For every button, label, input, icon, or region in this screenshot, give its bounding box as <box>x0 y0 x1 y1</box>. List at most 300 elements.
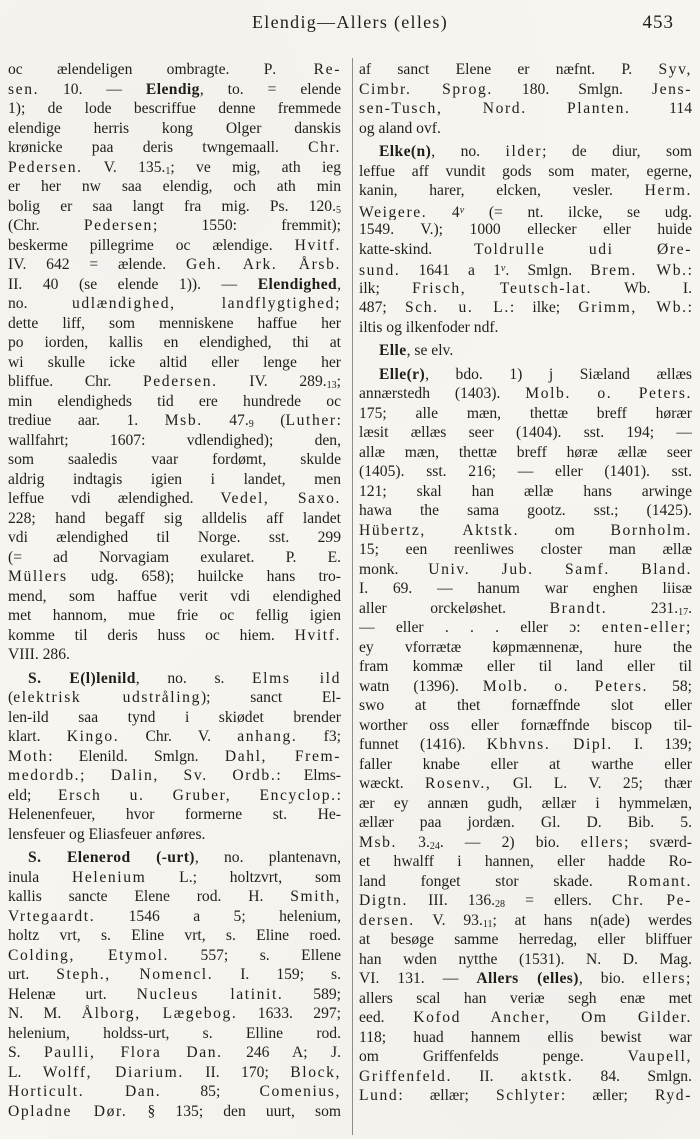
text-line <box>359 1047 692 1067</box>
text-segment: Ersch u. Gruber, Encyclop. <box>57 786 337 804</box>
text-segment: 557; s. Ellene <box>169 946 341 964</box>
text-line <box>359 162 692 182</box>
text-line <box>359 240 692 260</box>
text-segment: (= ad Norvagiam exularet. P. E. <box>8 548 341 566</box>
text-line <box>8 868 341 888</box>
text-line <box>359 989 692 1009</box>
text-segment: Colding, Etymol. <box>8 946 170 964</box>
text-segment: , bdo. 1) j Siæland ællæs <box>425 365 692 383</box>
text-segment: Griffenfeld. <box>359 1067 452 1085</box>
text-segment: 180. Smlgn. <box>492 80 652 98</box>
text-segment: v <box>459 204 465 216</box>
text-segment: kallis sancte Elene rod. H. <box>8 888 291 905</box>
text-segment: Romant. <box>627 872 692 890</box>
text-segment: v <box>500 263 506 274</box>
text-segment: beskerme pillegrime oc ælendige. <box>8 236 295 254</box>
text-segment: Moth <box>8 747 49 765</box>
text-segment: swo at thet fornæffnde slot eller <box>359 697 692 714</box>
text-line <box>8 669 341 689</box>
text-segment: II. 40 (se elende 1)). — <box>8 275 258 293</box>
text-line <box>8 60 341 80</box>
text-segment: 231. <box>607 599 679 617</box>
text-segment: , bio. <box>578 970 643 987</box>
text-segment: bolig er saa langt fra mig. Ps. 120. <box>8 197 336 215</box>
text-line <box>8 411 341 431</box>
text-segment: S. <box>8 1044 44 1061</box>
text-line <box>359 599 692 619</box>
text-segment: Gl. L. V. 25; thær <box>491 775 692 792</box>
text-line <box>359 794 692 814</box>
text-line <box>8 1102 341 1122</box>
text-segment: 47. <box>202 412 249 429</box>
text-segment: 1); de lode bescriffue denne fremmede <box>8 100 341 117</box>
text-line <box>8 255 341 275</box>
text-segment: 118; huad hannem ellis bewist war <box>359 1028 692 1046</box>
text-segment: watn (1396). <box>359 677 483 695</box>
text-line <box>359 318 692 338</box>
text-segment: L.; holtzvrt, som <box>146 868 341 886</box>
text-segment: : Elms- <box>276 767 341 784</box>
text-line <box>8 747 341 767</box>
text-segment: 4 <box>427 203 460 220</box>
text-segment: udg. 658); huilcke hans tro- <box>67 568 341 585</box>
text-line <box>359 423 692 443</box>
text-segment: sen-Tusch, Nord. Planten. <box>359 100 631 117</box>
text-segment: aldrig indtagis igien i landet, men <box>8 470 341 488</box>
text-line <box>8 708 341 728</box>
text-line <box>359 618 692 638</box>
text-line <box>359 852 692 872</box>
text-segment: III. 136. <box>408 892 496 909</box>
text-segment: Sch. u. L. <box>404 299 510 316</box>
text-segment: Molb. o. Peters. <box>525 385 692 402</box>
text-line <box>8 470 341 490</box>
text-segment: som saaledis vaar fordømt, skulde <box>8 451 341 468</box>
text-segment: sen. <box>8 80 40 98</box>
text-line <box>8 727 341 747</box>
text-line <box>359 1067 692 1087</box>
text-segment: inula <box>8 868 73 886</box>
text-line <box>359 404 692 424</box>
text-line <box>359 657 692 677</box>
text-segment: dersen. <box>359 911 415 929</box>
text-segment: : ilke; <box>509 299 579 316</box>
text-segment: — eller . . . eller ɔ: <box>359 619 602 636</box>
text-segment: Schlyter <box>496 1087 561 1104</box>
text-line <box>8 275 341 295</box>
text-segment: Elms ild <box>252 669 341 687</box>
text-segment: : <box>687 262 692 279</box>
text-line <box>8 548 341 568</box>
text-line <box>8 965 341 985</box>
text-segment: Pedersen. <box>8 158 83 176</box>
text-segment: ; 1550: fremmit); <box>152 217 341 234</box>
text-segment: Opladne Dør. <box>8 1102 128 1120</box>
text-segment: I. 69. — hanum war enghen liisæ <box>359 580 692 597</box>
text-segment: 246 A; J. <box>222 1044 341 1061</box>
text-line <box>8 567 341 587</box>
text-segment: Chr. V. <box>119 728 238 745</box>
text-line <box>8 158 341 178</box>
text-segment: ( <box>253 412 286 429</box>
text-segment: faller knabe eller at warthe eller <box>359 755 692 773</box>
text-segment: 121; skal han ællæ hans arwinge <box>359 482 692 500</box>
text-line <box>8 80 341 100</box>
text-segment: fram kommæ eller til land eller til <box>359 658 692 675</box>
text-segment: Pedersen <box>83 217 153 234</box>
text-segment: 24 <box>429 840 440 852</box>
text-segment: Toldrulle udi Øre- <box>474 240 692 258</box>
text-line <box>8 1004 341 1024</box>
text-segment: Syv, <box>658 61 692 78</box>
text-segment: Cimbr. Sprog. <box>359 80 493 98</box>
text-line <box>8 177 341 197</box>
text-segment: , se elv. <box>406 342 454 359</box>
text-segment: Chr. Pe- <box>611 892 692 909</box>
text-segment: Ryd- <box>655 1087 692 1104</box>
text-segment: katte-skind. <box>359 240 475 258</box>
text-segment: sund. <box>359 262 401 279</box>
text-segment: Herm. <box>644 182 692 199</box>
text-segment: . <box>688 599 692 617</box>
text-segment: anhang. <box>237 728 298 745</box>
text-segment: dette liff, som menniskene haffue her <box>8 314 341 332</box>
text-segment: Vedel, Saxo. <box>220 490 341 507</box>
text-line <box>8 926 341 946</box>
text-segment: Digtn. <box>359 892 409 909</box>
text-line <box>359 501 692 521</box>
text-segment: Kbhvns. Dipl. <box>486 736 613 753</box>
text-line <box>8 314 341 334</box>
text-line <box>8 138 341 158</box>
text-line <box>359 677 692 697</box>
text-segment: og aland ovf. <box>359 119 441 137</box>
text-segment: land fonget stor skade. <box>359 872 628 890</box>
text-segment: f3; <box>297 728 341 745</box>
text-segment: Chr. <box>308 139 341 156</box>
text-segment: Weigere. <box>359 203 428 220</box>
text-segment: L. <box>8 1063 43 1081</box>
text-segment: Elendig <box>145 80 200 98</box>
text-segment: : Elenild. Smlgn. <box>48 747 225 765</box>
text-segment: lensfeuer og Eliasfeuer anføres. <box>8 825 206 843</box>
text-segment: eld; <box>8 786 58 804</box>
text-segment: Kingo. <box>66 728 120 745</box>
text-line <box>8 887 341 907</box>
text-segment: Kofod Ancher, Om Gilder. <box>413 1009 692 1026</box>
text-line <box>359 579 692 599</box>
text-line <box>359 521 692 541</box>
text-line <box>359 1028 692 1048</box>
text-line <box>359 813 692 833</box>
text-segment: om <box>519 521 611 539</box>
text-segment: læsit ællæs seer (1404). sst. 194; — <box>359 424 692 441</box>
text-line <box>359 755 692 775</box>
text-segment: VIII. 286. <box>8 646 70 663</box>
text-segment: , no. plantenavn, <box>194 849 341 866</box>
text-segment: 487; <box>359 299 405 316</box>
text-segment: ey vforrætæ køpmænnenæ, hure the <box>359 638 692 656</box>
text-segment: met hannom, mue frie oc fellig igien <box>8 607 341 624</box>
text-segment: po iorden, kallis en elendighed, thi at <box>8 334 341 351</box>
text-segment: er her nw saa elendig, och ath min <box>8 178 341 195</box>
text-segment: wallfahrt; 1607: vdlendighed); den, <box>8 431 341 449</box>
text-segment: Paulli, Flora Dan. <box>43 1044 223 1061</box>
text-segment: Elle(r) <box>379 365 426 383</box>
text-segment: ær ey annæn gudh, ællær i hymmelæn, <box>359 794 692 812</box>
text-segment: 1549. V.); 1000 ellecker eller huide <box>359 221 692 238</box>
text-segment: Wolff, Diarium. <box>42 1063 184 1081</box>
text-segment: leffue vdi ælendighed. <box>8 490 221 507</box>
text-segment: Müllers <box>8 568 68 585</box>
text-segment: Comenius, <box>259 1083 341 1100</box>
text-line <box>8 216 341 236</box>
text-segment: 175; alle mæn, thettæ breff hørær <box>359 404 692 422</box>
text-segment: aller orckeløshet. <box>359 599 550 617</box>
text-line <box>8 99 341 119</box>
text-segment: Grimm, Wb. <box>578 299 688 316</box>
text-segment: . Smlgn. <box>505 262 591 279</box>
text-segment: elendige herris kong Olger danskis <box>8 119 341 137</box>
text-line <box>359 735 692 755</box>
text-line <box>8 946 341 966</box>
text-segment: Allers (elles) <box>476 970 579 987</box>
text-segment: (Chr. <box>8 217 84 234</box>
text-segment: 3. <box>397 833 430 851</box>
running-title: Elendig—Allers (elles) <box>251 12 449 32</box>
text-segment: len-ild saa tynd i skiødet brender <box>8 708 341 726</box>
text-segment: Vrtegaardt. <box>8 907 96 925</box>
text-segment: 28 <box>495 899 506 910</box>
text-line <box>359 181 692 201</box>
text-segment: ellers <box>580 833 625 851</box>
text-segment: monk. <box>359 560 429 578</box>
text-line <box>8 606 341 626</box>
text-line <box>8 786 341 806</box>
text-line <box>8 825 341 845</box>
text-line <box>8 907 341 927</box>
text-line <box>359 560 692 580</box>
text-segment: wi skulle icke altid eller lenge her <box>8 353 341 371</box>
text-line <box>359 365 692 385</box>
text-segment: Brem. Wb. <box>590 262 688 279</box>
text-line <box>8 236 341 256</box>
text-segment: ; at hans n(ade) werdes <box>492 911 692 929</box>
left-column <box>8 60 341 1121</box>
text-segment: leffue aff vundit gods som mater, egerne, <box>359 162 692 180</box>
text-segment: 11 <box>482 918 493 930</box>
text-line <box>359 119 692 139</box>
text-segment: 5 <box>336 204 341 216</box>
text-line <box>359 341 692 361</box>
text-segment: Helenenfeuer, hvor formerne st. He- <box>8 806 341 823</box>
text-segment: V. 135. <box>82 158 166 176</box>
text-segment: ; ve mig, ath ieg <box>170 158 341 176</box>
text-columns <box>8 60 692 1121</box>
text-segment: allers scal han veriæ segh enæ met <box>359 989 692 1007</box>
text-segment: : ællær; <box>398 1087 497 1104</box>
text-segment: eed. <box>359 1009 414 1026</box>
text-line <box>8 489 341 509</box>
text-segment: Pedersen. <box>143 373 218 390</box>
text-segment: Bornholm. <box>610 521 692 539</box>
text-segment: hawa the sama gootz. sst.; (1425). <box>359 502 692 519</box>
text-segment: iltis og ilkenfoder ndf. <box>359 318 499 336</box>
text-segment: 84. Smlgn. <box>573 1067 692 1085</box>
text-line <box>359 384 692 404</box>
text-segment: helenium, holdss-urt, s. Elline rod. <box>8 1024 341 1042</box>
text-segment: , no. s. <box>135 669 253 687</box>
text-line <box>8 626 341 646</box>
text-segment: Frisch, Teutsch-lat. <box>412 279 593 297</box>
text-segment: Horticult. Dan. <box>8 1083 162 1100</box>
text-line <box>359 911 692 931</box>
text-segment: Elke(n) <box>379 143 432 160</box>
text-segment: 85; <box>161 1083 260 1100</box>
text-line <box>8 587 341 607</box>
text-segment: no. <box>8 295 72 312</box>
text-segment: annærstedh (1403). <box>359 385 526 402</box>
text-line <box>359 80 692 100</box>
text-segment: ( <box>8 689 14 706</box>
text-segment: § 135; den uurt, som <box>127 1102 341 1120</box>
text-line <box>359 930 692 950</box>
text-line <box>8 1063 341 1083</box>
right-column <box>359 60 692 1121</box>
text-line <box>8 197 341 217</box>
page-header <box>0 12 700 38</box>
text-line <box>8 645 341 665</box>
text-segment: Jens- <box>651 80 692 98</box>
text-segment: , no. <box>431 143 506 160</box>
text-segment: I. 139; <box>612 736 692 753</box>
text-segment: 9 <box>248 419 254 430</box>
text-segment: allæ mæn, thettæ breff høræ ællæ seer <box>359 443 692 461</box>
text-line <box>8 450 341 470</box>
text-line <box>8 119 341 139</box>
text-segment: at besøge samme herredag, eller bliffuer <box>359 931 692 948</box>
text-segment: klart. <box>8 728 67 745</box>
text-segment: 15; een reenliwes closter man ællæ <box>359 541 692 558</box>
text-segment: Luther <box>285 412 337 429</box>
text-segment: ællær paa jordæn. Gl. D. Bib. 5. <box>359 814 692 831</box>
text-segment: 1641 a 1 <box>400 262 501 279</box>
text-segment: II. 170; <box>183 1063 291 1081</box>
text-segment: Elle <box>379 342 407 359</box>
text-line <box>8 688 341 708</box>
text-segment: elektrisk udstråling <box>13 689 201 706</box>
text-segment: IV. 289. <box>217 373 327 390</box>
text-segment: Ålborg, Lægebog. <box>81 1005 238 1022</box>
text-line <box>8 848 341 868</box>
text-segment: worther oss eller fornæffnde biscop til- <box>359 716 692 734</box>
text-segment: 114 <box>630 100 692 117</box>
text-segment: S. E(l)lenild <box>28 669 136 687</box>
text-line <box>359 1008 692 1028</box>
text-segment: = ellers. <box>505 892 612 909</box>
text-segment: Block, <box>290 1063 341 1081</box>
page-number: 453 <box>642 12 674 33</box>
text-segment: Lund <box>359 1087 399 1104</box>
text-segment: 228; hand begaff sig alldelis aff landet <box>8 509 341 527</box>
text-segment: 1546 a 5; helenium, <box>95 907 341 925</box>
text-segment: (= nt. ilcke, se udg. <box>464 203 692 220</box>
text-segment: et hwalff i hannen, eller hadde Ro- <box>359 853 692 870</box>
text-segment: kanin, harer, elcken, vesler. <box>359 182 645 199</box>
text-line <box>8 1043 341 1063</box>
text-segment: : æller; <box>560 1087 656 1104</box>
text-segment: , <box>337 275 341 293</box>
text-line <box>359 774 692 794</box>
text-segment: 13 <box>326 380 337 391</box>
text-line <box>8 766 341 786</box>
text-segment: krønicke paa deris twngemaall. <box>8 139 309 156</box>
text-line <box>359 60 692 80</box>
text-line <box>8 353 341 373</box>
text-line <box>359 201 692 221</box>
text-segment: P. Re- <box>263 61 341 78</box>
text-segment: om Griffenfelds penge. <box>359 1048 628 1065</box>
text-line <box>8 333 341 353</box>
text-segment: Steph., Nomencl. <box>56 966 214 983</box>
text-line <box>359 891 692 911</box>
text-line <box>359 482 692 502</box>
text-segment: : <box>687 299 692 316</box>
text-line <box>359 443 692 463</box>
text-line <box>359 696 692 716</box>
text-segment: udlændighed, landflygtighed; <box>71 295 341 312</box>
text-line <box>359 99 692 119</box>
text-segment: wæckt. <box>359 775 426 792</box>
text-segment: komme til deris huss oc hiem. <box>8 626 295 644</box>
text-segment: ellers; <box>642 970 692 987</box>
text-segment: 17 <box>678 606 689 618</box>
text-segment: Helenium <box>72 868 147 886</box>
text-segment: Hübertz, Aktstk. <box>359 521 520 539</box>
text-line <box>359 950 692 970</box>
text-segment: holtz vrt, s. Eline vrt, s. Eline roed. <box>8 927 341 944</box>
text-segment: Vaupell, <box>627 1048 692 1065</box>
text-segment: V. 93. <box>414 911 483 929</box>
text-line <box>8 805 341 825</box>
text-segment: ilder <box>505 143 543 160</box>
text-segment: han wden nytthe (1531). N. D. Mag. <box>359 950 692 968</box>
text-segment: bliffue. Chr. <box>8 373 144 390</box>
text-segment: Hvitf. <box>294 626 341 644</box>
text-segment: IV. 642 = ælende. <box>8 256 186 273</box>
text-line <box>359 462 692 482</box>
text-segment: Wb. I. <box>592 279 692 297</box>
text-segment: Nucleus latinit. <box>136 985 284 1003</box>
text-segment: Smith, <box>290 888 341 905</box>
text-segment: ); sanct El- <box>200 689 341 706</box>
text-segment: 1 <box>165 165 171 177</box>
text-segment: II. <box>451 1067 521 1085</box>
text-segment: Brandt. <box>549 599 608 617</box>
text-segment: Msb. <box>359 833 398 851</box>
text-line <box>8 509 341 529</box>
text-line <box>359 279 692 299</box>
text-segment: S. Elenerod (-urt) <box>28 849 195 866</box>
text-segment: min elendigheds tid ere hundrede oc <box>8 392 341 410</box>
text-line <box>359 298 692 318</box>
text-line <box>8 294 341 314</box>
text-line <box>8 985 341 1005</box>
text-line <box>8 1082 341 1102</box>
text-line <box>359 220 692 240</box>
text-segment: 10. — <box>39 80 146 98</box>
text-segment: urt. <box>8 966 57 983</box>
